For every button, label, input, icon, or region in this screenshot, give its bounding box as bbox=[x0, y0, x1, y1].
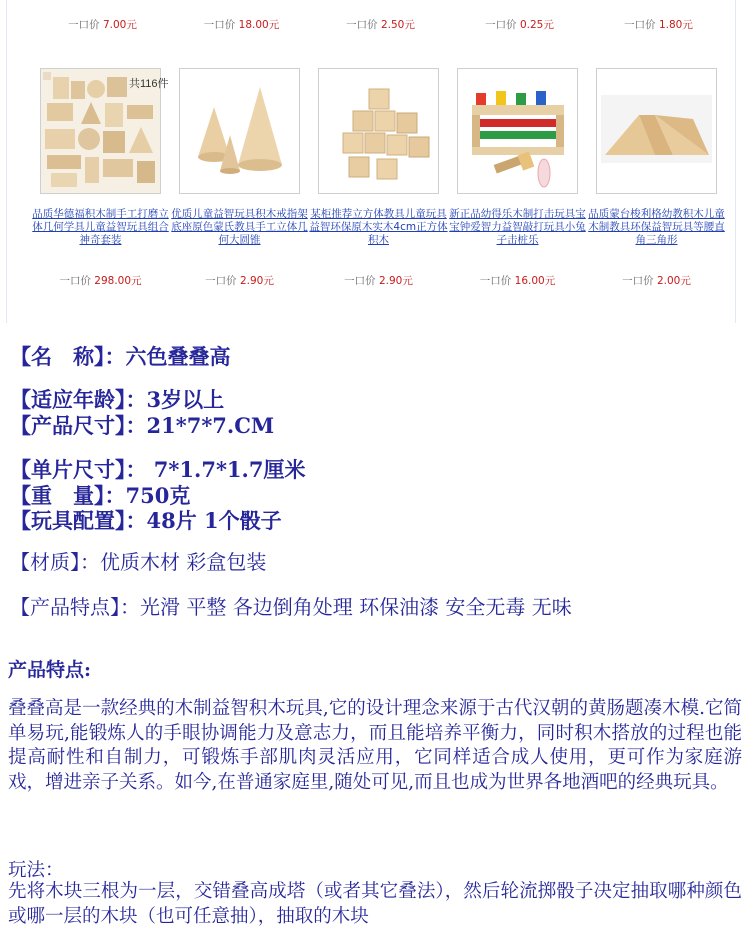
price-label: 一口价 bbox=[205, 275, 237, 287]
product-title-link[interactable] bbox=[33, 0, 172, 13]
spec-key: 【产品特点】 bbox=[10, 595, 120, 619]
price: 2.90元 bbox=[378, 275, 413, 287]
badge-text: 共116件 bbox=[129, 78, 169, 90]
price-line bbox=[311, 17, 450, 32]
price-label: 一口价 bbox=[203, 19, 236, 31]
product-title-link[interactable]: 新正品幼得乐木制打击玩具宝宝钟爱智力益智敲打玩具小兔子击桩乐 bbox=[449, 208, 586, 246]
description-paragraph: 叠叠高是一款经典的木制益智积木玩具,它的设计理念来源于古代汉朝的黄肠题凑木模.它简单易玩,能锻炼人的手眼协调能力及意志力，而且能培养平衡力，同时积木搭放的过程也能提高耐性和自制力，可锻炼手部肌肉灵活应用，它同样适合成人使用，更可作为家庭游戏，增进亲子关系。如今,在普通家庭里,随处可见,而且也成为世界各地酒吧的经典玩具。 bbox=[8, 698, 742, 793]
spec-key: 【适应年龄】 bbox=[10, 387, 126, 412]
spec-key: 【产品尺寸】 bbox=[10, 413, 126, 438]
spec-key: 【重 量】 bbox=[10, 483, 105, 508]
spec-key: 【材质】 bbox=[10, 550, 80, 574]
price-line bbox=[33, 17, 172, 32]
price-line bbox=[448, 273, 587, 288]
spec-value: ：750克 bbox=[104, 483, 191, 508]
price: 298.00元 bbox=[94, 275, 142, 287]
price-label: 一口价 bbox=[485, 19, 517, 31]
recommendation-grid bbox=[0, 0, 750, 325]
spec-value: ：48片 1个骰子 bbox=[125, 508, 282, 533]
spec-value: ：21*7*7.CM bbox=[125, 413, 275, 438]
play-paragraph: 先将木块三根为一层，交错叠高成塔（或者其它叠法），然后轮流掷骰子决定抽取哪种颜色或哪一层的木块（也可任意抽），抽取的木块 bbox=[8, 881, 742, 927]
price-line bbox=[31, 273, 170, 288]
product-title-link[interactable]: 品质蒙台梭利格幼教积木儿童木制教具环保益智玩具等腰直角三角形 bbox=[588, 208, 725, 246]
recommendation-card[interactable] bbox=[33, 0, 172, 32]
spec-name bbox=[10, 341, 231, 371]
price: 2.90元 bbox=[239, 275, 274, 287]
price: 0.25元 bbox=[519, 19, 554, 31]
product-title-link[interactable]: 某柜推荐立方体教具儿童玩具益智环保原木实木4cm正方体积木 bbox=[309, 208, 448, 246]
spec-features bbox=[10, 591, 572, 620]
price-label: 一口价 bbox=[624, 19, 656, 31]
price-label: 一口价 bbox=[59, 275, 91, 287]
price-line bbox=[450, 17, 589, 32]
price-label: 一口价 bbox=[622, 275, 654, 287]
product-thumbnail[interactable] bbox=[318, 68, 439, 194]
price-line bbox=[587, 273, 726, 288]
product-thumbnail[interactable] bbox=[40, 68, 169, 194]
product-title-link[interactable]: 优质儿童益智玩具积木戒指架底座原色蒙氏教具手工立体几何大圆锥 bbox=[171, 208, 308, 246]
price: 7.00元 bbox=[102, 19, 137, 31]
price: 16.00元 bbox=[514, 275, 556, 287]
product-thumbnail[interactable] bbox=[179, 68, 300, 194]
product-title-link[interactable] bbox=[311, 0, 450, 13]
spec-key: 【单片尺寸】 bbox=[10, 457, 126, 482]
recommendation-card[interactable] bbox=[589, 0, 728, 32]
price: 2.00元 bbox=[656, 275, 691, 287]
spec-material bbox=[10, 546, 266, 575]
spec-value: ：优质木材 彩盒包装 bbox=[80, 550, 267, 574]
recommendation-card[interactable] bbox=[172, 0, 311, 32]
spec-key: 【玩具配置】 bbox=[10, 508, 126, 533]
price-label: 一口价 bbox=[346, 19, 378, 31]
price-line bbox=[309, 273, 448, 288]
price-line bbox=[170, 273, 309, 288]
price-label: 一口价 bbox=[479, 275, 512, 287]
product-title-link[interactable] bbox=[589, 0, 728, 13]
product-thumbnail[interactable] bbox=[457, 68, 578, 194]
price: 1.80元 bbox=[658, 19, 693, 31]
price-line bbox=[172, 17, 311, 32]
play-heading: 玩法： bbox=[8, 860, 64, 881]
price-label: 一口价 bbox=[344, 275, 376, 287]
spec-size bbox=[10, 410, 274, 440]
product-title-link[interactable] bbox=[450, 0, 589, 13]
recommendation-card[interactable] bbox=[311, 0, 450, 32]
spec-key: 【名 称】 bbox=[10, 344, 105, 369]
spec-value: ：3岁以上 bbox=[125, 387, 225, 412]
spec-value: ：六色叠叠高 bbox=[104, 344, 231, 369]
spec-value: ： 7*1.7*1.7厘米 bbox=[125, 457, 306, 482]
price: 2.50元 bbox=[380, 19, 415, 31]
product-title-link[interactable] bbox=[172, 0, 311, 13]
price: 18.00元 bbox=[238, 19, 280, 31]
recommendation-card[interactable] bbox=[450, 0, 589, 32]
features-heading: 产品特点: bbox=[8, 659, 92, 681]
product-thumbnail[interactable] bbox=[596, 68, 717, 194]
spec-config bbox=[10, 505, 282, 535]
price-line bbox=[589, 17, 728, 32]
spec-value: ：光滑 平整 各边倒角处理 环保油漆 安全无毒 无味 bbox=[120, 595, 572, 619]
price-label: 一口价 bbox=[68, 19, 100, 31]
product-title-link[interactable]: 品质华德福积木制手工打磨立体几何学具儿童益智玩具组合神奇套装 bbox=[32, 208, 169, 246]
